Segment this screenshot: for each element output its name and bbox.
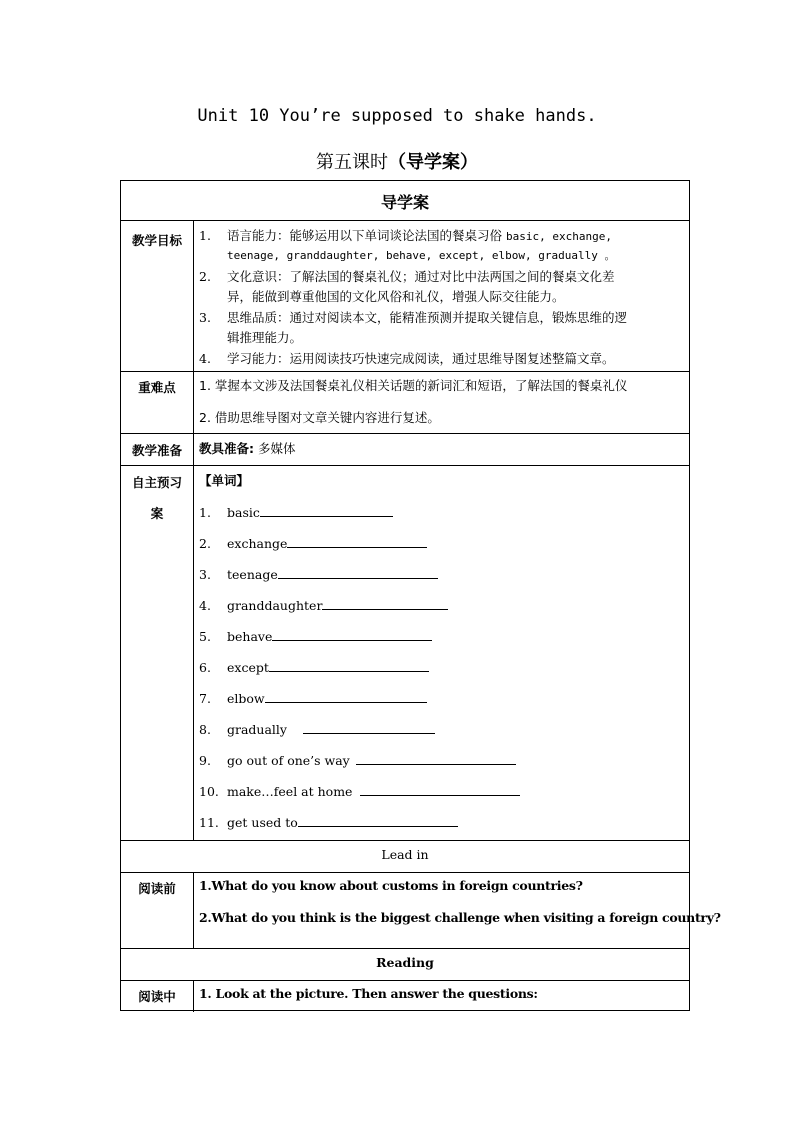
objectives-label: 教学目标: [131, 233, 182, 248]
row-divider: [121, 465, 689, 466]
row-divider: [121, 872, 689, 873]
vocab-item: 11. get used to: [199, 814, 458, 830]
objective-item: 3. 思维品质：通过对阅读本文，能精准预测并提取关键信息，锻炼思维的逻: [199, 310, 628, 325]
lesson-table: [120, 180, 721, 1011]
document-title: Unit 10 You’re supposed to shake hands.: [197, 106, 597, 126]
pre-reading-label: 阅读前: [138, 881, 176, 896]
pre-reading-question: 1.What do you know about customs in foreign countries?: [199, 878, 583, 893]
preparation-value: 多媒体: [254, 441, 296, 456]
objective-item: 4. 学习能力：运用阅读技巧快速完成阅读，通过思维导图复述整篇文章。: [199, 351, 615, 366]
row-divider: [121, 980, 689, 981]
column-divider: [193, 220, 194, 840]
key-point-item: 1. 掌握本文涉及法国餐桌礼仪相关话题的新词汇和短语，了解法国的餐桌礼仪: [199, 378, 628, 393]
vocab-item: 9. go out of one’s way: [199, 752, 516, 768]
preview-label-cont: 案: [150, 506, 164, 521]
preview-label: 自主预习: [131, 475, 182, 490]
objective-item-cont: 异，能做到尊重他国的文化风俗和礼仪，增强人际交往能力。: [227, 289, 565, 304]
column-divider: [193, 980, 194, 1012]
vocab-item: 1. basic: [199, 504, 393, 520]
row-divider: [121, 220, 689, 221]
vocab-item: 10. make…feel at home: [199, 783, 520, 799]
preparation-bold: 教具准备:: [199, 441, 254, 456]
vocab-item: 7. elbow: [199, 690, 427, 706]
table-header: 导学案: [380, 193, 429, 212]
lead-in-heading: Lead in: [381, 847, 429, 862]
while-reading-question: 1. Look at the picture. Then answer the questions:: [199, 986, 538, 1001]
row-divider: [121, 433, 689, 434]
subtitle-tag: （导学案）: [388, 152, 478, 173]
objective-item-cont: 辑推理能力。: [227, 330, 303, 345]
row-divider: [121, 371, 689, 372]
vocab-item: 8. gradually: [199, 721, 435, 737]
while-reading-label: 阅读中: [138, 989, 176, 1004]
key-point-item: 2. 借助思维导图对文章关键内容进行复述。: [199, 410, 440, 425]
pre-reading-question: 2.What do you think is the biggest challenge when visiting a foreign country?: [199, 910, 721, 925]
preparation-label: 教学准备: [131, 443, 182, 458]
vocab-section-title: 【单词】: [199, 473, 250, 488]
reading-heading: Reading: [376, 955, 434, 970]
vocab-item: 3. teenage: [199, 566, 438, 582]
objective-item: 1. 语言能力：能够运用以下单词谈论法国的餐桌习俗 basic, exchange,: [199, 228, 612, 243]
document-subtitle: [0, 148, 794, 174]
preparation-text: [199, 439, 295, 459]
column-divider: [193, 872, 194, 948]
subtitle-lesson: 第五课时: [316, 152, 388, 173]
vocab-item: 2. exchange: [199, 535, 427, 551]
vocab-item: 6. except: [199, 659, 429, 675]
vocab-item: 5. behave: [199, 628, 432, 644]
vocab-item: 4. granddaughter: [199, 597, 448, 613]
row-divider: [121, 840, 689, 841]
key-points-label: 重难点: [138, 380, 176, 395]
objective-item: 2. 文化意识：了解法国的餐桌礼仪；通过对比中法两国之间的餐桌文化差: [199, 269, 615, 284]
objective-item-words: teenage, granddaughter, behave, except, elbow, gradually 。: [227, 249, 616, 262]
row-divider: [121, 948, 689, 949]
